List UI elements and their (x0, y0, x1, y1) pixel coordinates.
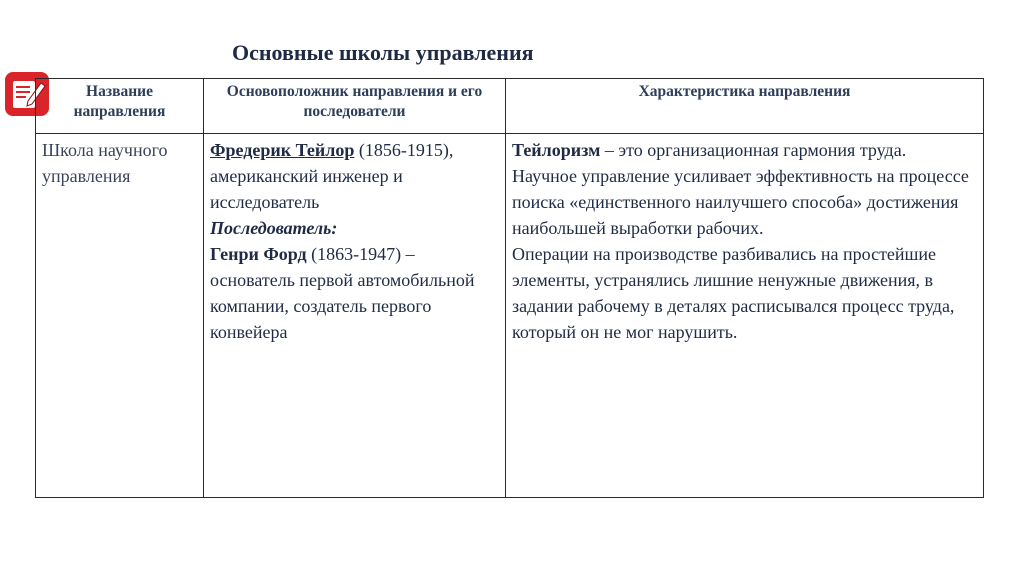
characteristic-definition: – это организационная гармония труда. (600, 140, 907, 160)
school-name-cell (36, 134, 204, 498)
founder-cell (204, 134, 506, 498)
school-name: Школа научного управления (42, 140, 168, 186)
follower-name: Генри Форд (210, 244, 307, 264)
table-row (36, 134, 984, 498)
follower-description: основатель первой автомобильной компании, создатель первого конвейера (210, 270, 475, 342)
founder-description: американский инженер и исследователь (210, 166, 403, 212)
header-founder: Основоположник направления и его последователи (204, 79, 506, 134)
characteristic-paragraph-3: Операции на производстве разбивались на простейшие элементы, устранялись лишние ненужные движения, в задании рабочему в деталях расписывался процесс труда, который он не мог нарушить. (512, 244, 955, 342)
table-header-row (36, 79, 984, 134)
schools-table (35, 78, 984, 498)
page-title: Основные школы управления (232, 40, 534, 65)
follower-label: Последователь: (210, 218, 338, 238)
header-characteristic: Характеристика направления (506, 79, 984, 134)
characteristic-term: Тейлоризм (512, 140, 601, 160)
characteristic-paragraph-2: Научное управление усиливает эффективность на процессе поиска «единственного наилучшего способа» достижения наибольшей выработки рабочих. (512, 166, 969, 238)
header-school-name: Название направления (36, 79, 204, 134)
follower-years: (1863-1947) – (306, 244, 415, 264)
founder-years: (1856-1915), (354, 140, 454, 160)
characteristic-cell (506, 134, 984, 498)
founder-name: Фредерик Тейлор (210, 140, 355, 160)
